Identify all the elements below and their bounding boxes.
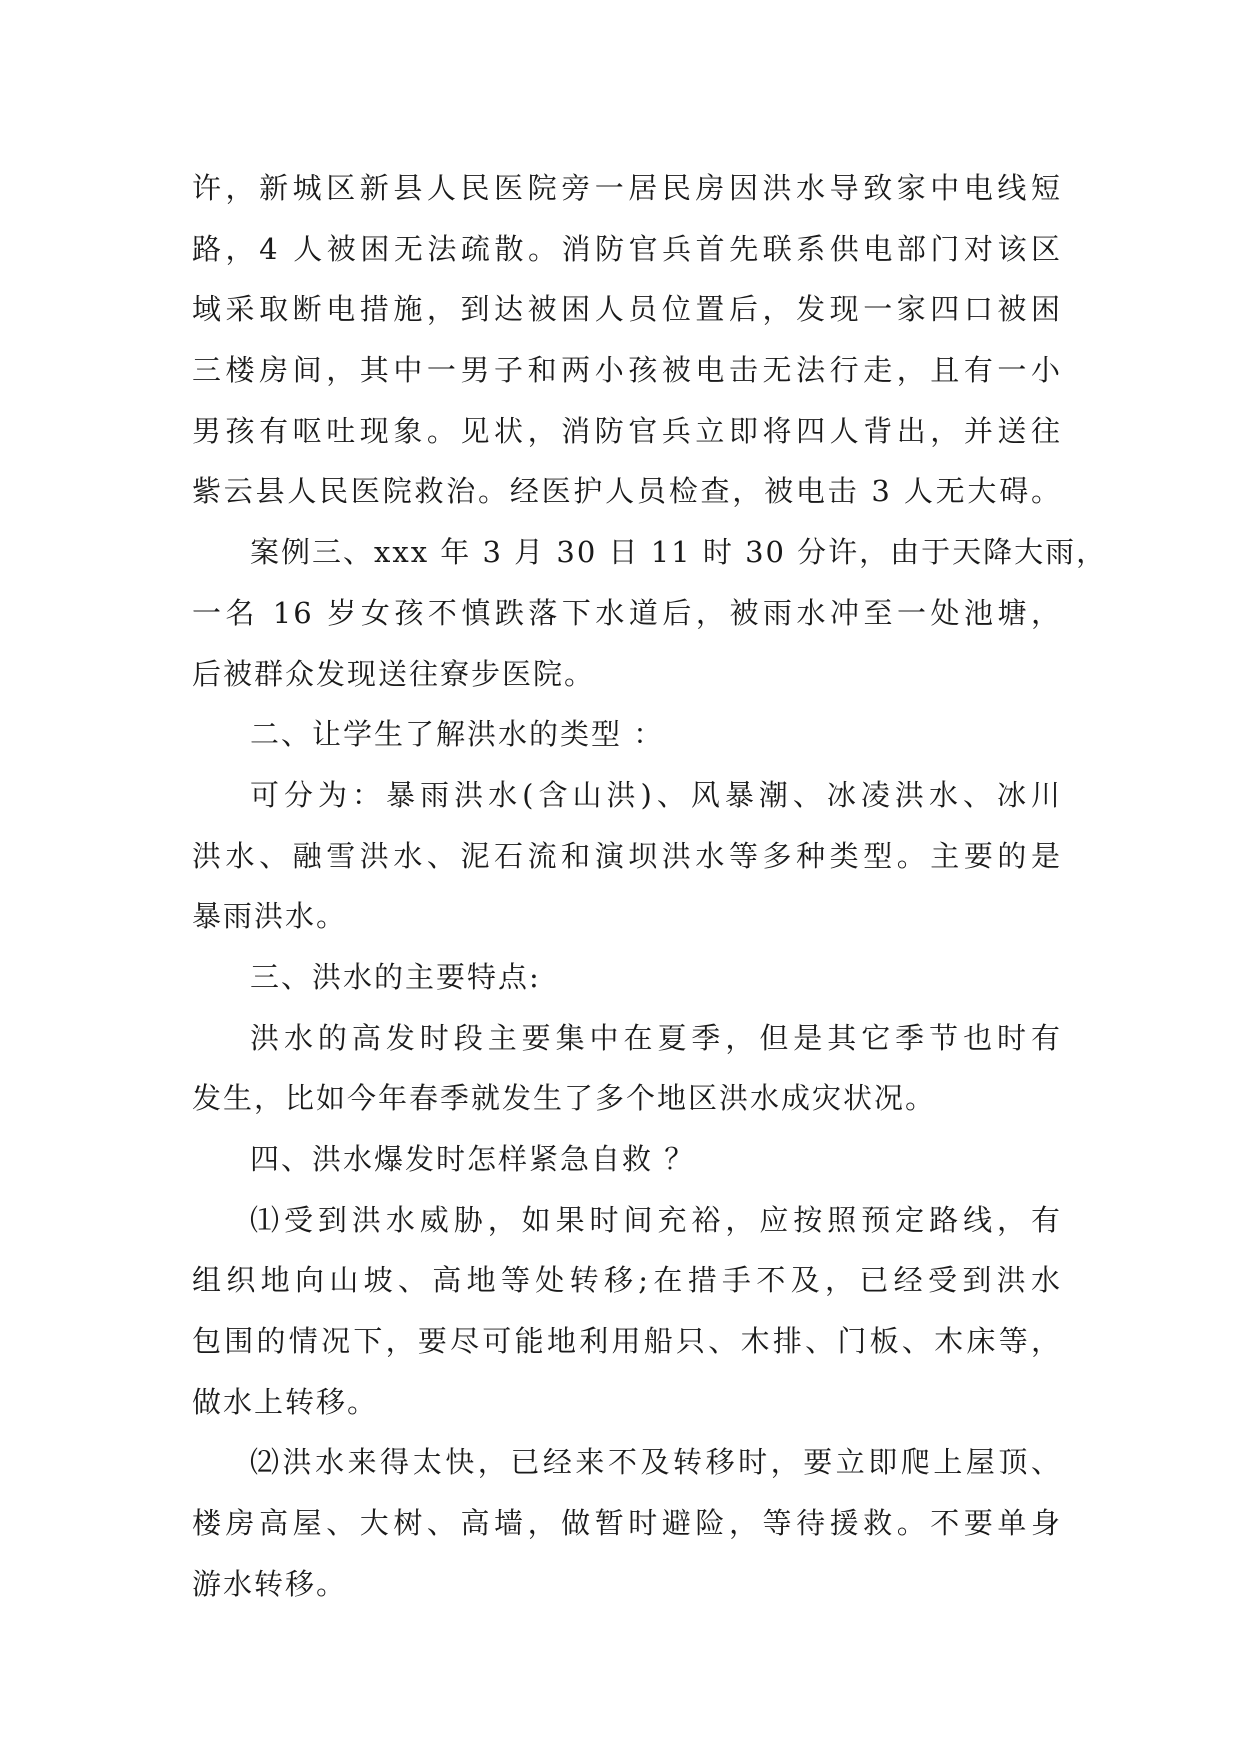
text-line: 男孩有呕吐现象。见状，消防官兵立即将四人背出，并送往	[192, 413, 1062, 448]
text-line: 发生，比如今年春季就发生了多个地区洪水成灾状况。	[192, 1081, 937, 1116]
text-line: 包围的情况下，要尽可能地利用船只、木排、门板、木床等，	[192, 1324, 1062, 1359]
section-heading: 三、洪水的主要特点:	[250, 959, 541, 994]
section-heading: 四、洪水爆发时怎样紧急自救 ？	[250, 1142, 696, 1176]
text-line: 组织地向山坡、高地等处转移;在措手不及，已经受到洪水	[192, 1263, 1062, 1298]
paragraph-start-line: 洪水的高发时段主要集中在夏季，但是其它季节也时有	[250, 1020, 1062, 1055]
paragraph-start-line: 案例三、xxx 年 3 月 30 日 11 时 30 分许，由于天降大雨，	[250, 535, 1108, 570]
text-line: 暴雨洪水。	[192, 899, 348, 934]
text-line: 做水上转移。	[192, 1384, 379, 1419]
text-line: 路，4 人被困无法疏散。消防官兵首先联系供电部门对该区	[192, 231, 1062, 266]
text-line: 后被群众发现送往寮步医院。	[192, 656, 596, 691]
text-line: 洪水、融雪洪水、泥石流和演坝洪水等多种类型。主要的是	[192, 838, 1062, 873]
text-line: 游水转移。	[192, 1566, 348, 1601]
text-line: 一名 16 岁女孩不慎跌落下水道后，被雨水冲至一处池塘，	[192, 595, 1062, 630]
paragraph-start-line: ⑴受到洪水威胁，如果时间充裕，应按照预定路线，有	[250, 1202, 1062, 1237]
text-line: 楼房高屋、大树、高墙，做暂时避险，等待援救。不要单身	[192, 1506, 1062, 1541]
text-line: 紫云县人民医院救治。经医护人员检查，被电击 3 人无大碍。	[192, 474, 1062, 509]
paragraph-start-line: 可分为：暴雨洪水(含山洪)、风暴潮、冰凌洪水、冰川	[250, 777, 1062, 812]
text-line: 域采取断电措施，到达被困人员位置后，发现一家四口被困	[192, 292, 1062, 327]
document-body	[192, 158, 1108, 1615]
text-line: 许，新城区新县人民医院旁一居民房因洪水导致家中电线短	[192, 171, 1062, 205]
text-line: 三楼房间，其中一男子和两小孩被电击无法行走，且有一小	[192, 353, 1062, 388]
paragraph-start-line: ⑵洪水来得太快，已经来不及转移时，要立即爬上屋顶、	[250, 1445, 1062, 1480]
section-heading: 二、让学生了解洪水的类型 ：	[250, 717, 665, 752]
